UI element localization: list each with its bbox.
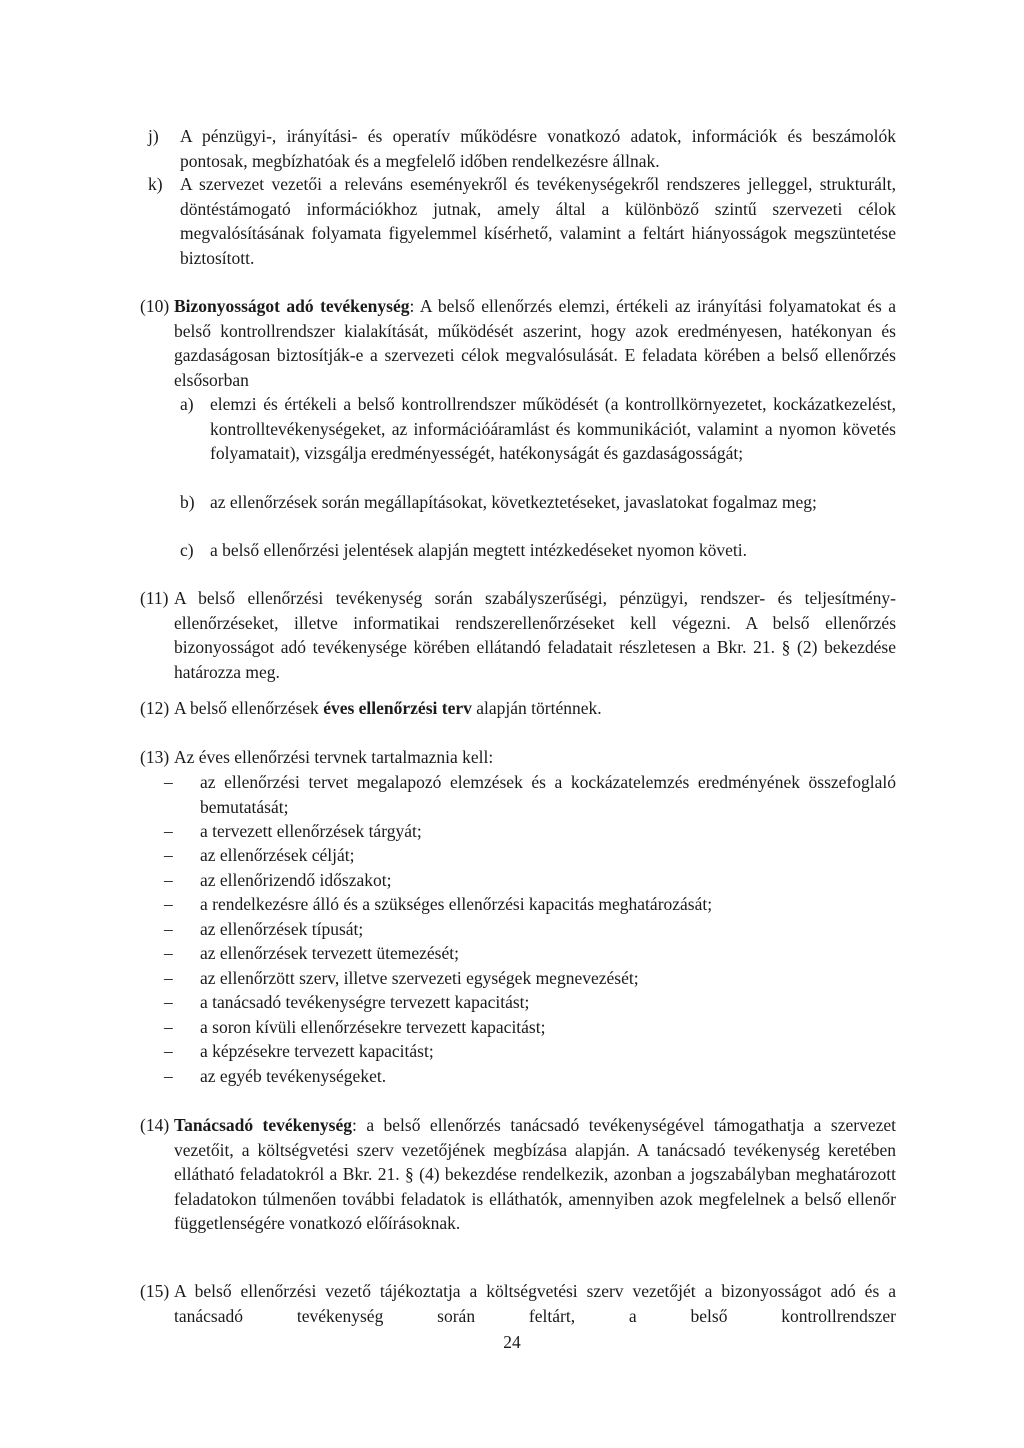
dash-bullet: – bbox=[164, 894, 173, 914]
para-11-label: (11) bbox=[140, 588, 169, 608]
list-item: a soron kívüli ellenőrzésekre tervezett kapacitást; bbox=[200, 1017, 546, 1037]
dash-bullet: – bbox=[164, 870, 173, 890]
para-10-text bbox=[174, 294, 896, 392]
dash-bullet: – bbox=[164, 1041, 173, 1061]
dash-bullet: – bbox=[164, 1017, 173, 1037]
dash-bullet: – bbox=[164, 1066, 173, 1086]
para-10-item-b-label: b) bbox=[180, 492, 195, 512]
para-10-item-a-text: elemzi és értékeli a belső kontrollrendszer működését (a kontrollkörnyezetet, kockázatkezelést, kontrolltevékenységeket, az információáramlást és kommunikációt, valamint a nyomon követés folyamatait), vizsgálja eredményességét, hatékonyságát és gazdaságosságát; bbox=[210, 394, 896, 463]
list-item: az ellenőrizendő időszakot; bbox=[200, 870, 392, 890]
para-15-text: A belső ellenőrzési vezető tájékoztatja a költségvetési szerv vezetőjét a bizonyosságot adó és a tanácsadó tevékenység során feltárt, a belső kontrollrendszer bbox=[174, 1281, 896, 1326]
item-j-label: j) bbox=[148, 126, 159, 146]
para-10-body: : A belső ellenőrzés elemzi, értékeli az irányítási folyamatokat és a belső kontrollrendszer kialakítását, működését aszerint, hogy azok eredményesen, hatékonyan és gazdaságosan biztosítják-e a szervezeti célok megvalósulását. E feladata körében a belső ellenőrzés elsősorban bbox=[174, 296, 897, 390]
para-15-label: (15) bbox=[140, 1281, 170, 1301]
para-10-item-c-label: c) bbox=[180, 540, 194, 560]
para-12-text-after: alapján történnek. bbox=[471, 698, 602, 718]
para-11-text: A belső ellenőrzési tevékenység során szabályszerűségi, pénzügyi, rendszer- és teljesítmény-ellenőrzéseket, illetve informatikai rendszerellenőrzéseket kell végezni. A belső ellenőrzés bizonyosságot adó tevékenysége körében ellátandó feladatait részletesen a Bkr. 21. § (2) bekezdése határozza meg. bbox=[174, 588, 896, 682]
list-item: a rendelkezésre álló és a szükséges ellenőrzési kapacitás meghatározását; bbox=[200, 894, 713, 914]
para-14-body: : a belső ellenőrzés tanácsadó tevékenységével támogathatja a szervezet vezetőit, a költségvetési szerv vezetőjének megbízása alapján. A tanácsadó tevékenység keretében ellátható feladatokról a Bkr. 21. § (4) bekezdése rendelkezik, azonban a jogszabályban meghatározott feladatokon túlmenően további feladatok is elláthatók, amennyiben azok megfelelnek a belső ellenőr függetlenségére vonatkozó előírásoknak. bbox=[174, 1115, 896, 1233]
dash-bullet: – bbox=[164, 821, 173, 841]
para-10-item-b-text: az ellenőrzések során megállapításokat, következtetéseket, javaslatokat fogalmaz meg; bbox=[210, 492, 817, 512]
para-12-text bbox=[174, 696, 896, 721]
para-14-label: (14) bbox=[140, 1115, 170, 1135]
list-item: az ellenőrzési tervet megalapozó elemzések és a kockázatelemzés eredményének összefoglaló bemutatását; bbox=[200, 772, 896, 817]
para-12-label: (12) bbox=[140, 698, 170, 718]
list-item: az ellenőrzött szerv, illetve szervezeti egységek megnevezését; bbox=[200, 968, 639, 988]
item-k-label: k) bbox=[148, 174, 163, 194]
item-j-text: A pénzügyi-, irányítási- és operatív működésre vonatkozó adatok, információk és beszámolók pontosak, megbízhatóak és a megfelelő időben rendelkezésre állnak. bbox=[180, 126, 896, 171]
page-number: 24 bbox=[503, 1332, 521, 1352]
list-item: a tervezett ellenőrzések tárgyát; bbox=[200, 821, 422, 841]
para-10-heading: Bizonyosságot adó tevékenység bbox=[174, 296, 410, 316]
list-item: az egyéb tevékenységeket. bbox=[200, 1066, 387, 1086]
para-10-item-a-label: a) bbox=[180, 394, 194, 414]
dash-bullet: – bbox=[164, 992, 173, 1012]
para-12-bold: éves ellenőrzési terv bbox=[323, 698, 472, 718]
para-12-text-before: A belső ellenőrzések bbox=[174, 698, 324, 718]
list-item: az ellenőrzések tervezett ütemezését; bbox=[200, 943, 459, 963]
list-item: a képzésekre tervezett kapacitást; bbox=[200, 1041, 434, 1061]
dash-bullet: – bbox=[164, 772, 173, 792]
para-14-heading: Tanácsadó tevékenység bbox=[174, 1115, 352, 1135]
para-10-item-c-text: a belső ellenőrzési jelentések alapján megtett intézkedéseket nyomon követi. bbox=[210, 540, 747, 560]
list-item: a tanácsadó tevékenységre tervezett kapacitást; bbox=[200, 992, 530, 1012]
list-item: az ellenőrzések célját; bbox=[200, 845, 355, 865]
item-k-text: A szervezet vezetői a releváns eseményekről és tevékenységekről rendszeres jelleggel, strukturált, döntéstámogató információkhoz jutnak, amely által a különböző szintű szervezeti célok megvalósításának folyamata figyelemmel kísérhető, valamint a feltárt hiányosságok megszüntetése biztosított. bbox=[180, 174, 896, 268]
list-item: az ellenőrzések típusát; bbox=[200, 919, 364, 939]
para-10-label: (10) bbox=[140, 296, 170, 316]
dash-bullet: – bbox=[164, 968, 173, 988]
dash-bullet: – bbox=[164, 943, 173, 963]
para-13-text: Az éves ellenőrzési tervnek tartalmaznia kell: bbox=[174, 747, 494, 767]
dash-bullet: – bbox=[164, 919, 173, 939]
para-14-text bbox=[174, 1113, 896, 1236]
para-13-label: (13) bbox=[140, 747, 170, 767]
dash-bullet: – bbox=[164, 845, 173, 865]
